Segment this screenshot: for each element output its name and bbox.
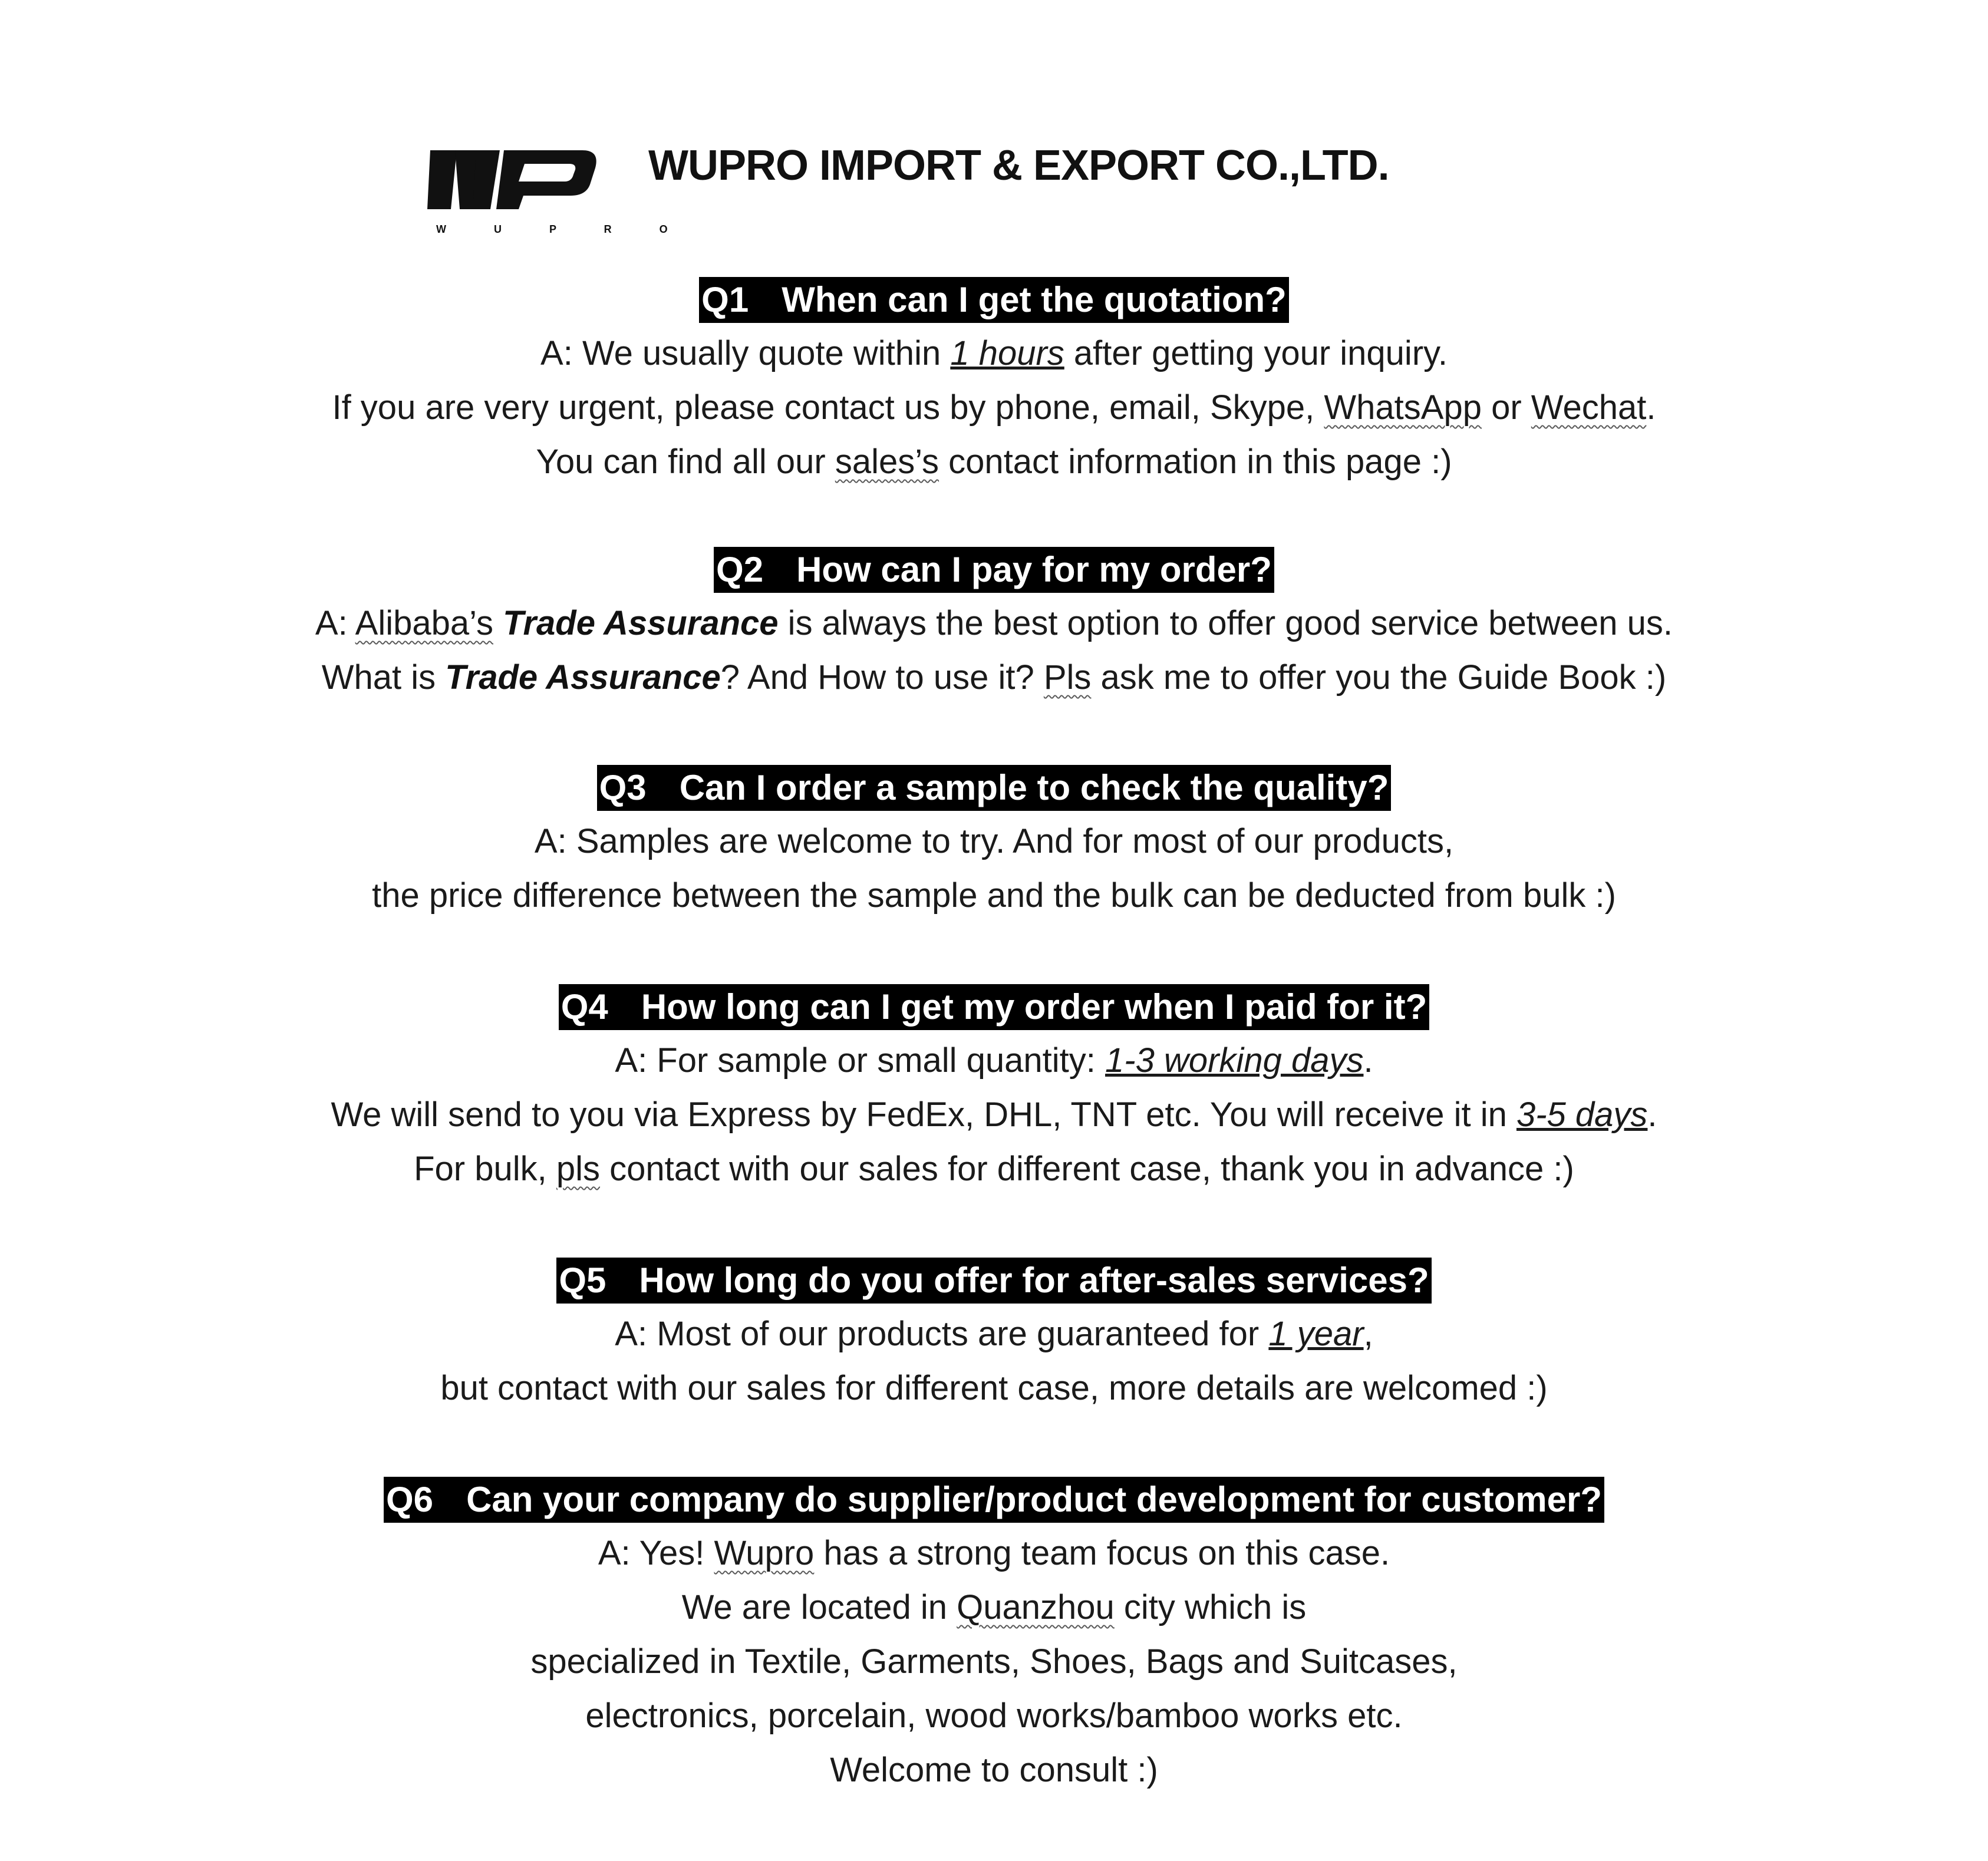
company-name: WUPRO IMPORT & EXPORT CO.,LTD.	[648, 142, 1389, 189]
answer-line: A: Most of our products are guaranteed for 1 year,	[615, 1315, 1373, 1353]
question-heading: Q3 Can I order a sample to check the quality?	[597, 765, 1392, 811]
answer-line: Welcome to consult :)	[830, 1751, 1158, 1789]
answer-line: the price difference between the sample and the bulk can be deducted from bulk :)	[372, 876, 1616, 915]
wupro-logo	[424, 136, 690, 236]
answer-line: A: Alibaba’s Trade Assurance is always the best option to offer good service between us.	[315, 604, 1673, 642]
answer-line: For bulk, pls contact with our sales for different case, thank you in advance :)	[414, 1150, 1574, 1188]
faq-item-q2	[0, 547, 1988, 705]
answer-line: A: Samples are welcome to try. And for most of our products,	[534, 822, 1454, 860]
faq-item-q4	[0, 984, 1988, 1196]
answer-line: What is Trade Assurance? And How to use it? Pls ask me to offer you the Guide Book :)	[321, 658, 1667, 697]
faq-item-q1	[0, 277, 1988, 489]
faq-item-q3	[0, 765, 1988, 923]
question-heading: Q2 How can I pay for my order?	[714, 547, 1274, 593]
question-heading: Q5 How long do you offer for after-sales services?	[556, 1258, 1431, 1304]
answer-line: A: For sample or small quantity: 1-3 working days.	[615, 1041, 1373, 1080]
answer-line: You can find all our sales’s contact information in this page :)	[536, 443, 1452, 481]
answer-line: A: We usually quote within 1 hours after getting your inquiry.	[540, 334, 1448, 372]
faq-item-q6	[0, 1477, 1988, 1797]
document-header	[424, 136, 1544, 236]
answer-line: We are located in Quanzhou city which is	[681, 1588, 1307, 1626]
svg-text:W U P R O: W U P R O	[436, 223, 690, 235]
answer-line: electronics, porcelain, wood works/bamboo works etc.	[585, 1697, 1403, 1735]
question-heading: Q6 Can your company do supplier/product development for customer?	[384, 1477, 1604, 1523]
question-heading: Q4 How long can I get my order when I paid for it?	[559, 984, 1429, 1030]
answer-line: A: Yes! Wupro has a strong team focus on this case.	[598, 1534, 1390, 1572]
faq-item-q5	[0, 1258, 1988, 1415]
answer-line: but contact with our sales for different case, more details are welcomed :)	[440, 1369, 1548, 1407]
answer-line: If you are very urgent, please contact us by phone, email, Skype, WhatsApp or Wechat.	[332, 388, 1656, 427]
answer-line: We will send to you via Express by FedEx, DHL, TNT etc. You will receive it in 3-5 days.	[331, 1096, 1657, 1134]
question-heading: Q1 When can I get the quotation?	[699, 277, 1289, 323]
answer-line: specialized in Textile, Garments, Shoes, Bags and Suitcases,	[530, 1642, 1458, 1681]
